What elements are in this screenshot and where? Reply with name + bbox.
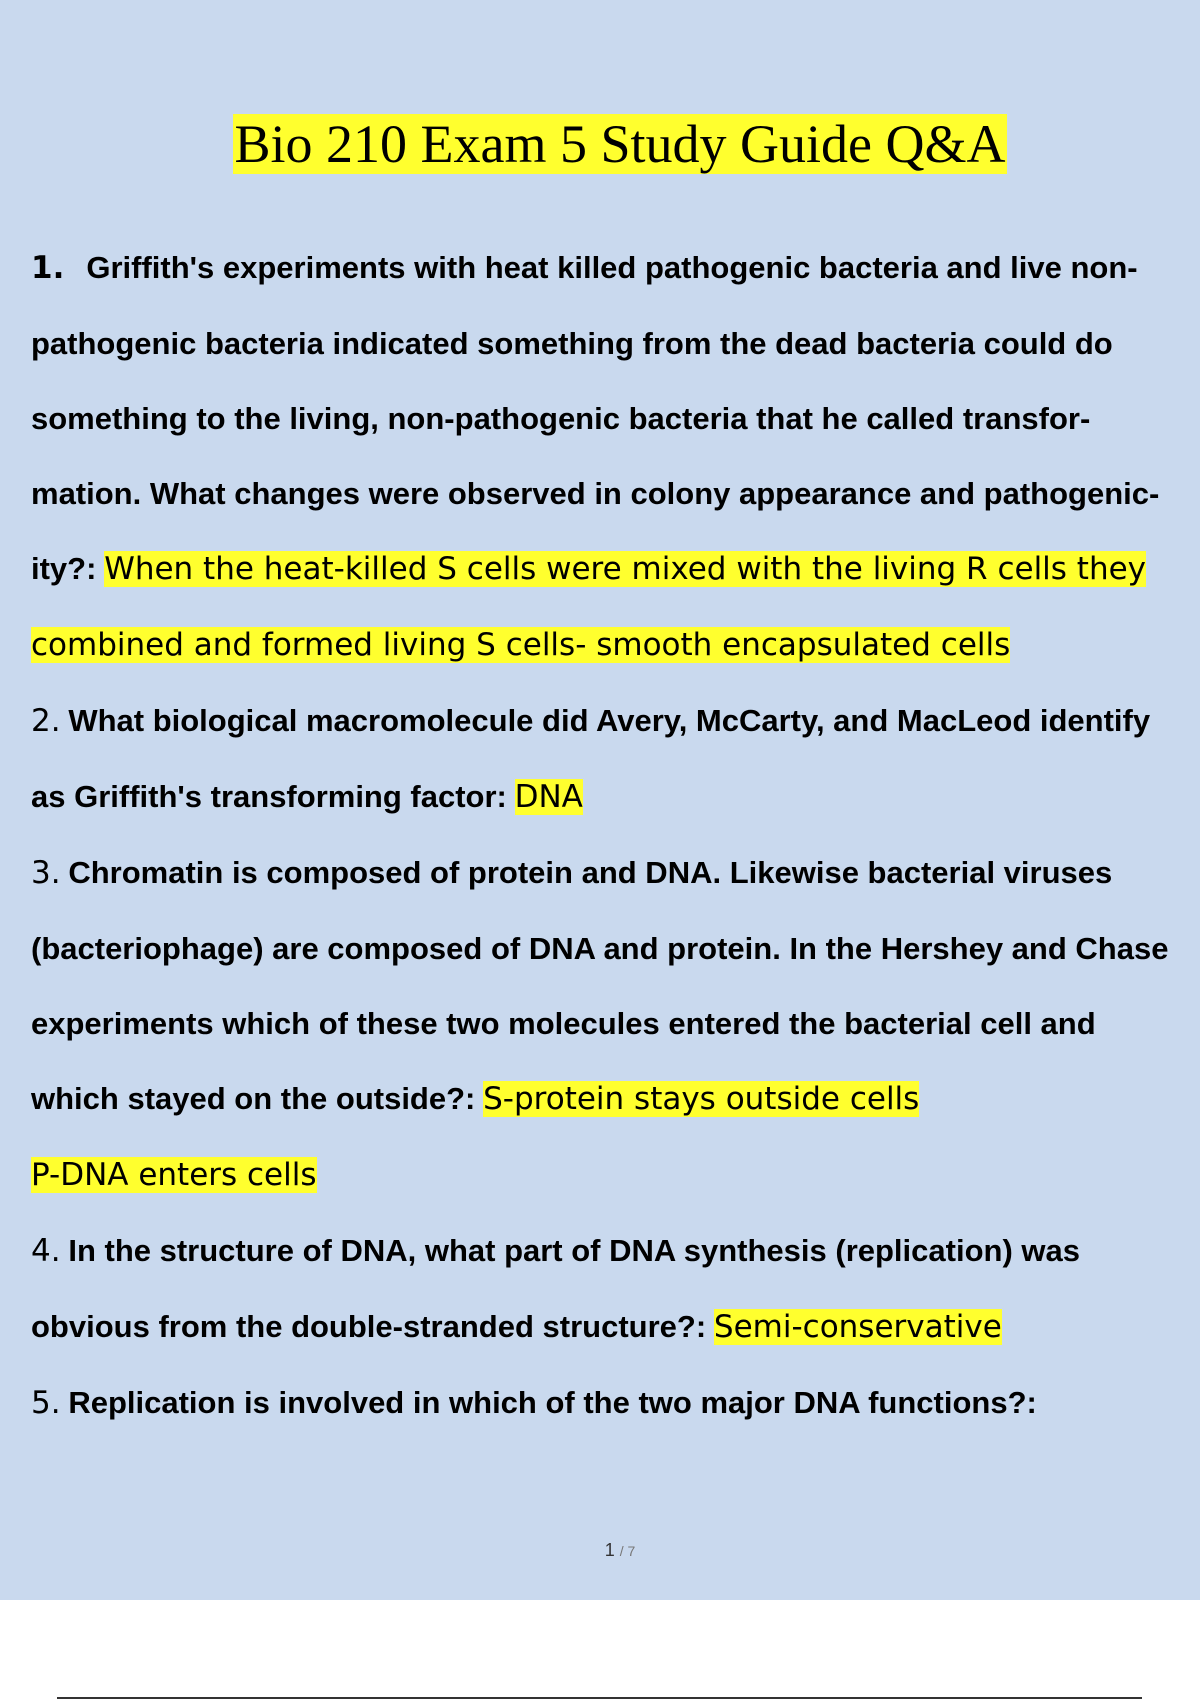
question-text: Replication is involved in which of the two major DNA functions?:: [68, 1385, 1037, 1420]
total-pages: / 7: [619, 1543, 636, 1559]
answer-highlight: When the heat-killed S cells were mixed with the living R cells they combined and formed living S cells- smooth encapsulated cells: [31, 551, 1147, 663]
question-3: [31, 835, 1191, 1213]
question-number: 3.: [31, 855, 61, 891]
question-1: [31, 230, 1191, 683]
question-number: 5.: [31, 1385, 61, 1421]
question-2: [31, 683, 1191, 835]
question-number: 2.: [31, 703, 61, 739]
bottom-divider: [57, 1697, 1142, 1699]
document-title: [0, 108, 1200, 180]
question-text: In the structure of DNA, what part of DNA synthesis (replication) was obvious from the double-stranded structure?:: [31, 1233, 1080, 1344]
question-5: [31, 1365, 1191, 1441]
question-list: [31, 230, 1191, 1441]
question-text: Griffith's experiments with heat killed pathogenic bacteria and live non-pathogenic bacteria indicated something from the dead bacteria could do something to the living, non-pathogenic bacteria that he called transfor- mation. What changes were observed in colony appearance and pathogenic- ity?:: [31, 250, 1160, 586]
question-text: Chromatin is composed of protein and DNA. Likewise bacterial viruses (bacteriophage) are composed of DNA and protein. In the Hershey and Chase experiments which of these two molecules entered the bacterial cell and which stayed on the outside?:: [31, 855, 1169, 1116]
question-text: What biological macromolecule did Avery, McCarty, and MacLeod identify as Griffith's transforming factor:: [31, 703, 1151, 814]
answer-highlight: S-protein stays outside cells: [483, 1081, 920, 1117]
question-number: 4.: [31, 1233, 61, 1269]
answer-highlight: DNA: [514, 779, 583, 815]
document-title-text: Bio 210 Exam 5 Study Guide Q&A: [234, 114, 1006, 174]
page-indicator: [0, 1540, 1200, 1561]
question-4: [31, 1213, 1191, 1365]
question-number: 1.: [31, 250, 65, 286]
current-page: 1: [604, 1540, 615, 1560]
answer-highlight-line-2: P-DNA enters cells: [31, 1157, 317, 1193]
answer-highlight: Semi-conservative: [713, 1309, 1002, 1345]
